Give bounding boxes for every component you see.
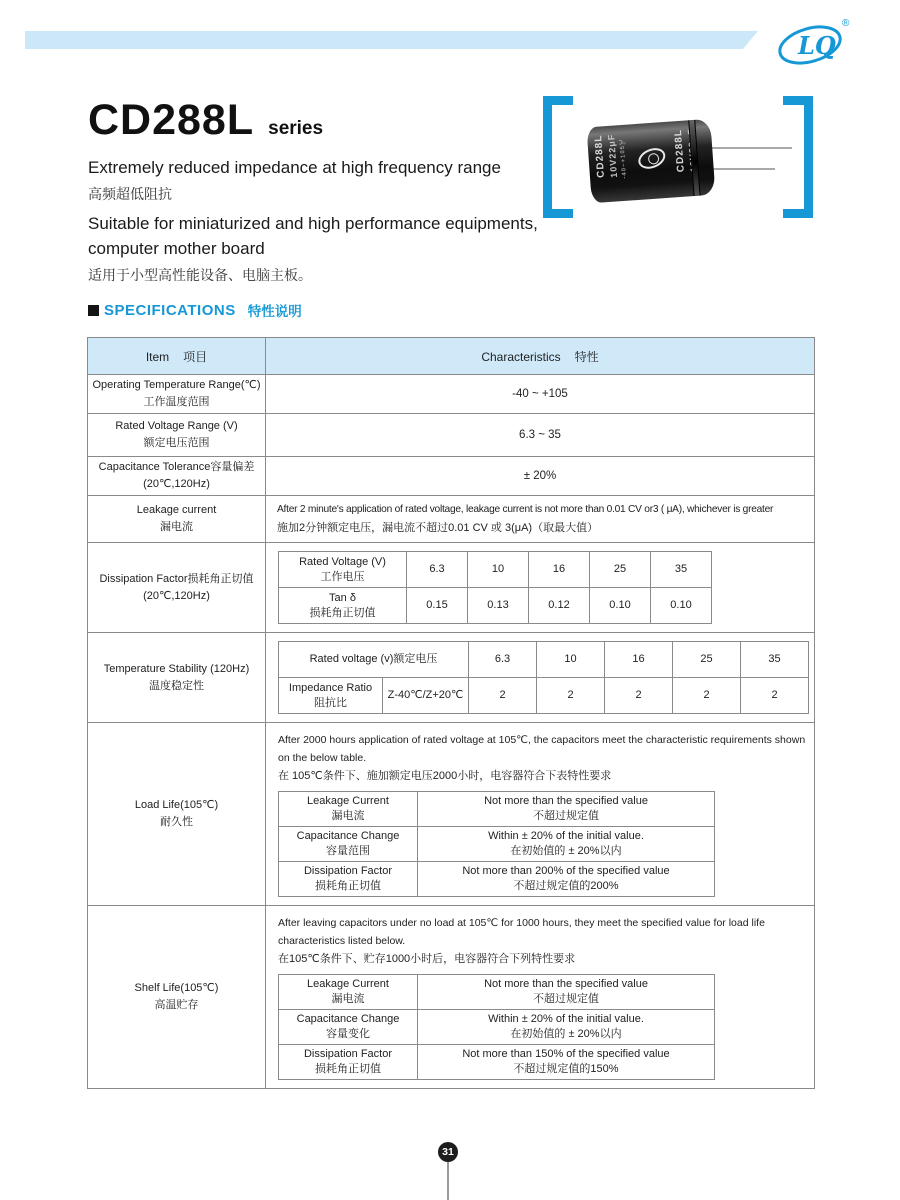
- section-title-en: SPECIFICATIONS: [104, 301, 236, 319]
- right-bracket: [783, 96, 813, 218]
- description-zh-2: 适用于小型高性能设备、电脑主板。: [88, 267, 312, 283]
- item-label: Shelf Life(105℃) 高温贮存: [88, 906, 266, 1089]
- description-en-1: Extremely reduced impedance at high frequency range: [88, 158, 501, 177]
- item-label: Operating Temperature Range(℃) 工作温度范围: [88, 375, 266, 414]
- item-header-zh: 项目: [183, 349, 208, 364]
- section-title-zh: 特性说明: [247, 304, 302, 319]
- shelf-life-criteria-table: Leakage Current 漏电流 Not more than the specified value 不超过规定值 Capacitance Change 容量变化 Within ± 20% of the initial value. 在初始值的 ± 20%以内 Dissipation Factor 损耗角正切值 Not more than 150% of the specified value 不超过规定值的150%: [278, 974, 715, 1080]
- brand-logo-letters: LQ: [798, 31, 836, 60]
- item-label: Dissipation Factor损耗角正切值 (20℃,120Hz): [88, 543, 266, 633]
- row-capacitance-tolerance: [88, 457, 815, 496]
- char-header-zh: 特性: [574, 349, 599, 364]
- description-en-2b: computer mother board: [88, 239, 265, 258]
- load-life-criteria-table: Leakage Current 漏电流 Not more than the specified value 不超过规定值 Capacitance Change 容量范围 Within ± 20% of the initial value. 在初始值的 ± 20%以内 Dissipation Factor 损耗角正切值 Not more than 200% of the specified value 不超过规定值的200%: [278, 791, 715, 897]
- row-load-life: [88, 723, 815, 906]
- row-shelf-life: [88, 906, 815, 1089]
- capacitor-photo: [543, 96, 813, 218]
- series-name: CD288L: [88, 96, 255, 144]
- col-header-item: [88, 338, 266, 375]
- row-operating-temperature: [88, 375, 815, 414]
- registered-mark: ®: [842, 18, 850, 29]
- specifications-heading: [88, 300, 302, 320]
- item-label: Temperature Stability (120Hz) 温度稳定性: [88, 633, 266, 723]
- capacitor-print: -40~+105℃: [619, 136, 629, 179]
- value-leakage-current: After 2 minute's application of rated voltage, leakage current is not more than 0.01 CV or3 ( μA), whichever is greater 施加2分钟额定电压，漏电流不超过0.01 CV 或 3(μA)（取最大值）: [266, 496, 815, 543]
- description-en-2a: Suitable for miniaturized and high performance equipments,: [88, 214, 538, 233]
- item-label: Rated Voltage Range (V) 额定电压范围: [88, 414, 266, 457]
- dissipation-table: Rated Voltage (V) 工作电压 6.3 10 16 25 35 Tan δ 损耗角正切值 0.15 0.13 0.12 0.10 0.10: [278, 551, 712, 624]
- value-temperature-stability: [266, 633, 815, 723]
- product-description: [88, 155, 558, 292]
- capacitor-body: [587, 119, 716, 203]
- header-band: [25, 31, 758, 49]
- series-word: series: [268, 118, 324, 139]
- value-shelf-life: After leaving capacitors under no load at 105℃ for 1000 hours, they meet the specified value for load life characteristics listed below. 在105℃条件下、贮存1000小时后，电容器符合下列特性要求 Leakage Current 漏电流 Not more than the specified value 不超过规定值 Capacitance Change 容量变化 Within ± 20% of the initial value. 在初始值的 ± 20%以内 Dissipation Factor 损耗角正切值 Not more than 150% of the specified value 不超过规定值的150%: [266, 906, 815, 1089]
- value-rated-voltage: 6.3 ~ 35: [266, 414, 815, 457]
- value-operating-temperature: -40 ~ +105: [266, 375, 815, 414]
- temperature-stability-table: Rated voltage (v)额定电压 6.3 10 16 25 35 Impedance Ratio 阻抗比 Z-40℃/Z+20℃ 2 2 2 2 2: [278, 641, 809, 714]
- row-dissipation-factor: [88, 543, 815, 633]
- item-label: Leakage current 漏电流: [88, 496, 266, 543]
- value-dissipation-factor: [266, 543, 815, 633]
- brand-logo-icon: [768, 12, 860, 74]
- item-header-en: Item: [145, 349, 170, 364]
- section-bullet-icon: [88, 305, 99, 316]
- value-load-life: After 2000 hours application of rated voltage at 105℃, the capacitors meet the characteristic requirements shown on the below table. 在 105℃条件下、施加额定电压2000小时，电容器符合下表特性要求 Leakage Current 漏电流 Not more than the specified value 不超过规定值 Capacitance Change 容量范围 Within ± 20% of the initial value. 在初始值的 ± 20%以内 Dissipation Factor 损耗角正切值 Not more than 200% of the specified value 不超过规定值的200%: [266, 723, 815, 906]
- row-temperature-stability: [88, 633, 815, 723]
- row-leakage-current: [88, 496, 815, 543]
- page-title: [88, 96, 323, 145]
- item-label: Capacitance Tolerance容量偏差 (20℃,120Hz): [88, 457, 266, 496]
- description-zh-1: 高频超低阻抗: [88, 186, 172, 202]
- page-number-badge: 31: [438, 1142, 458, 1162]
- capacitor-crimp: [688, 120, 700, 196]
- capacitor-print: CD288L: [593, 134, 608, 179]
- item-label: Load Life(105℃) 耐久性: [88, 723, 266, 906]
- col-header-characteristics: [266, 338, 815, 375]
- capacitor-logo-icon: [635, 144, 668, 172]
- char-header-en: Characteristics: [481, 349, 561, 364]
- table-header-row: [88, 338, 815, 375]
- left-bracket: [543, 96, 573, 218]
- footer-divider: [447, 1162, 449, 1200]
- capacitor-lead: [708, 147, 792, 149]
- value-capacitance-tolerance: ± 20%: [266, 457, 815, 496]
- row-rated-voltage: [88, 414, 815, 457]
- specifications-table: [87, 337, 815, 1089]
- capacitor-print: 10V22μF: [606, 133, 620, 178]
- capacitor-print: CD288L: [672, 128, 687, 173]
